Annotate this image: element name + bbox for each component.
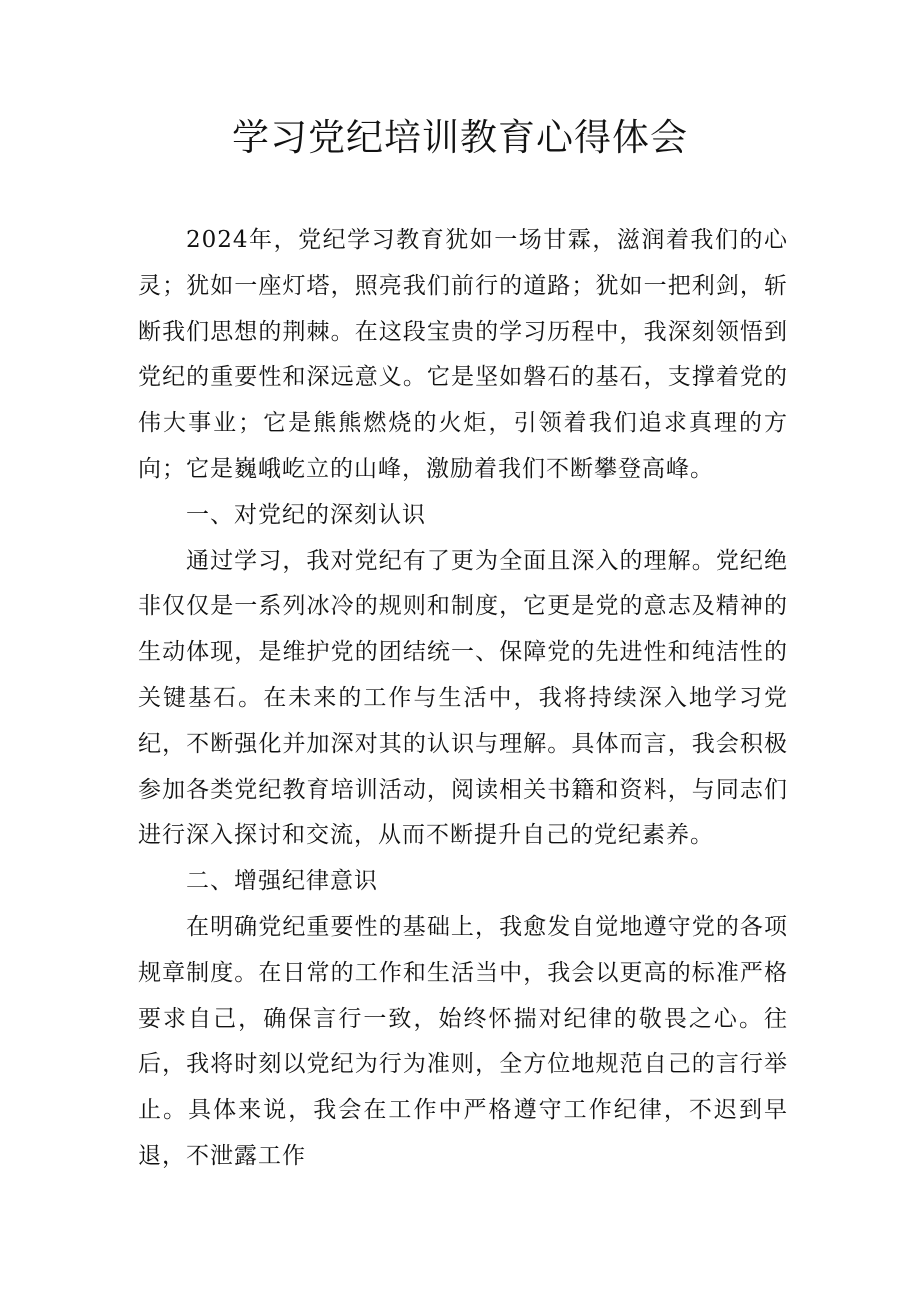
section-heading-1: 一、对党纪的深刻认识 (186, 501, 426, 528)
paragraph-intro: 2024年，党纪学习教育犹如一场甘霖，滋润着我们的心灵；犹如一座灯塔，照亮我们前行的道路；犹如一把利剑，斩断我们思想的荆棘。在这段宝贵的学习历程中，我深刻领悟到党纪的重要性和深远意义。它是坚如磐石的基石，支撑着党的伟大事业；它是熊熊燃烧的火炬，引领着我们追求真理的方向；它是巍峨屹立的山峰，激励着我们不断攀登高峰。 (138, 227, 788, 482)
section-heading-2: 二、增强纪律意识 (186, 868, 378, 895)
paragraph-section-1: 通过学习，我对党纪有了更为全面且深入的理解。党纪绝非仅仅是一系列冰冷的规则和制度，它更是党的意志及精神的生动体现，是维护党的团结统一、保障党的先进性和纯洁性的关键基石。在未来的工作与生活中，我将持续深入地学习党纪，不断强化并加深对其的认识与理解。具体而言，我会积极参加各类党纪教育培训活动，阅读相关书籍和资料，与同志们进行深入探讨和交流，从而不断提升自己的党纪素养。 (138, 547, 788, 849)
document-title: 学习党纪培训教育心得体会 (232, 116, 688, 159)
document-body (138, 218, 788, 1180)
paragraph-section-2: 在明确党纪重要性的基础上，我愈发自觉地遵守党的各项规章制度。在日常的工作和生活当中，我会以更高的标准严格要求自己，确保言行一致，始终怀揣对纪律的敬畏之心。往后，我将时刻以党纪为行为准则，全方位地规范自己的言行举止。具体来说，我会在工作中严格遵守工作纪律，不迟到早退，不泄露工作 (138, 913, 788, 1169)
